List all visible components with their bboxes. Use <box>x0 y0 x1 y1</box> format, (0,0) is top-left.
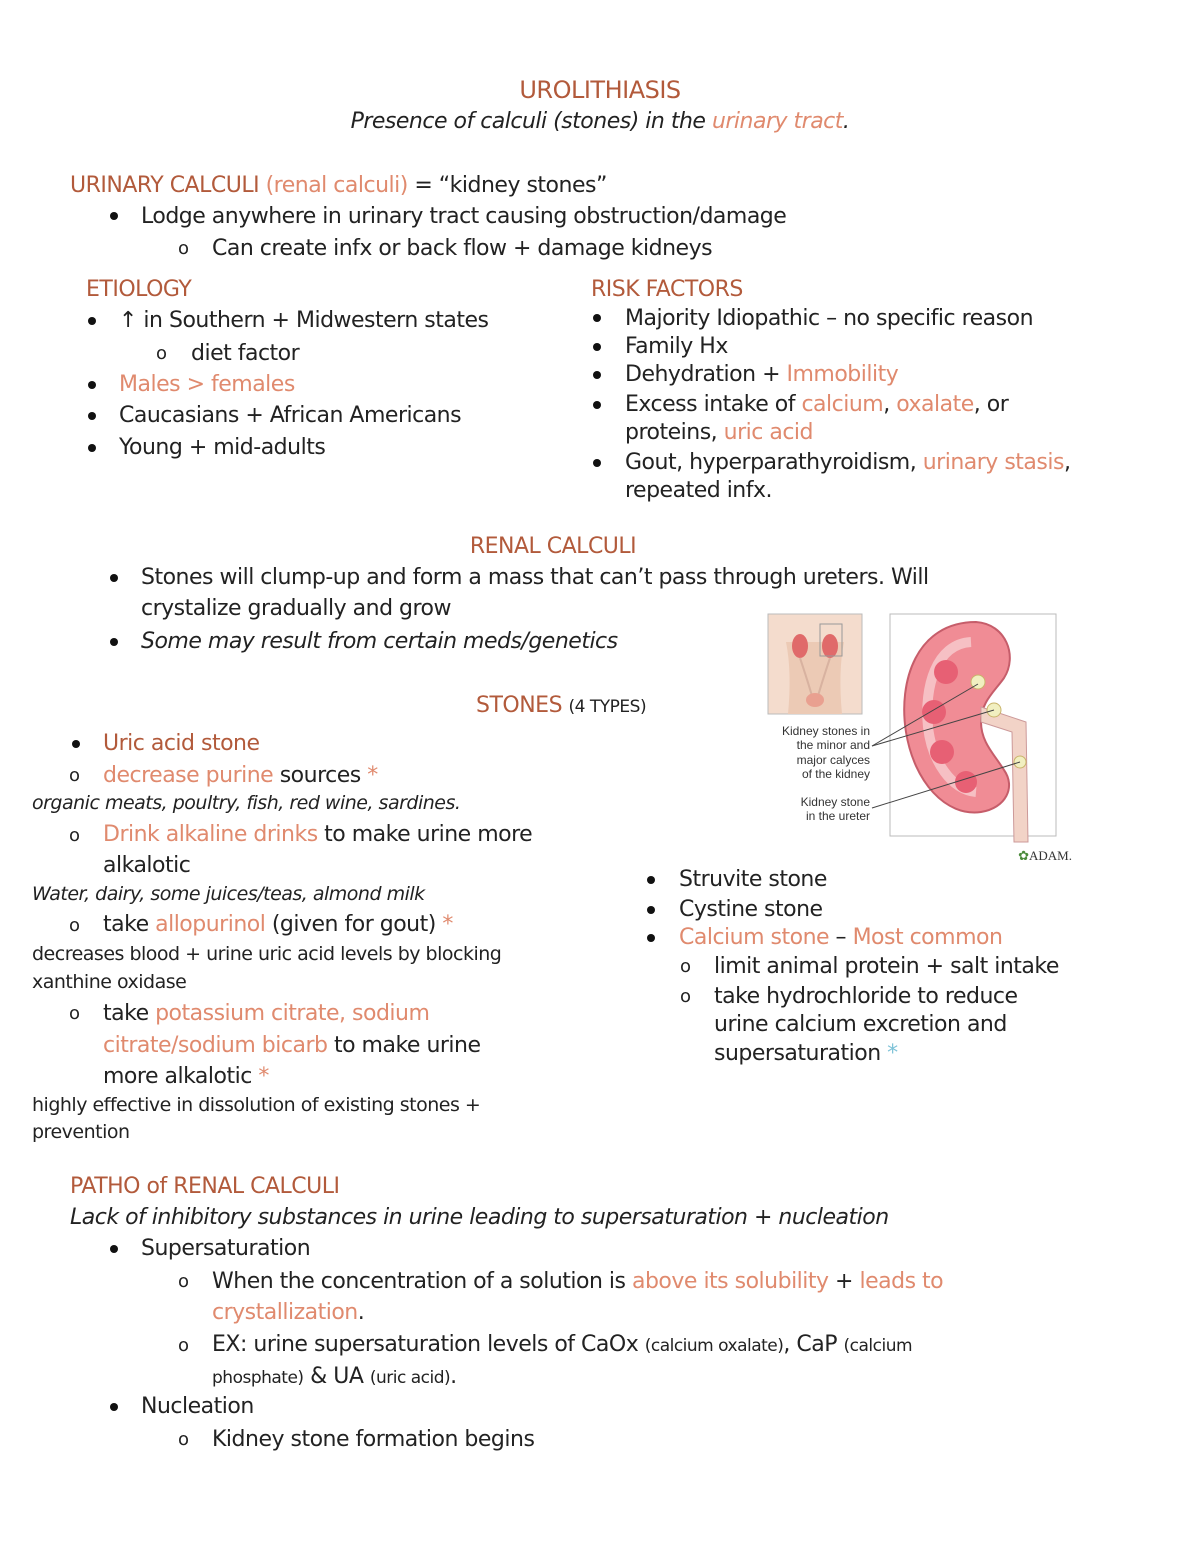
patho-item-1: Supersaturation <box>141 1236 311 1261</box>
uric-4-f: * <box>258 1064 269 1089</box>
circle-bullet: o <box>178 238 189 259</box>
patho-2-h: . <box>450 1364 457 1389</box>
risk-5-b: urinary stasis <box>922 450 1064 475</box>
risk-4-c: , <box>883 392 897 417</box>
urinary-calculi-heading <box>70 173 607 198</box>
cystine-stone: Cystine stone <box>679 897 823 922</box>
adam-logo <box>996 848 1072 864</box>
uric-note-1: organic meats, poultry, fish, red wine, sardines. <box>32 792 461 814</box>
stones-heading <box>476 693 646 718</box>
circle-bullet: o <box>680 956 691 977</box>
stones-heading-main: STONES <box>476 693 563 718</box>
etiology-item-4: Young + mid-adults <box>119 435 326 460</box>
patho-sub-2 <box>212 1332 912 1357</box>
risk-4-e: , or <box>973 392 1009 417</box>
caption-ureter <box>766 795 870 824</box>
uric-4-c: citrate/sodium bicarb <box>103 1033 328 1058</box>
bullet <box>72 740 80 748</box>
calcium-2-c: supersaturation <box>714 1041 888 1066</box>
bullet <box>593 459 601 467</box>
patho-2-e: phosphate) <box>212 1368 304 1388</box>
bullet <box>88 412 96 420</box>
risk-item-5 <box>625 450 1070 475</box>
uric-acid-stone: Uric acid stone <box>103 731 260 756</box>
calcium-stone <box>679 925 1002 950</box>
risk-4-g: uric acid <box>723 420 813 445</box>
patho-2-d: (calcium <box>843 1336 913 1356</box>
patho-1-f: . <box>357 1300 365 1325</box>
circle-bullet: o <box>69 765 80 786</box>
uric-sub-1 <box>103 763 378 788</box>
uric-note-3: decreases blood + urine uric acid levels by blocking <box>32 943 502 965</box>
etiology-sub-1: diet factor <box>191 341 300 366</box>
bullet <box>88 381 96 389</box>
patho-2-g: (uric acid) <box>369 1368 451 1388</box>
bullet <box>647 906 655 914</box>
bullet <box>110 1403 118 1411</box>
renal-heading: RENAL CALCULI <box>469 534 637 559</box>
risk-5-a: Gout, hyperparathyroidism, <box>625 450 923 475</box>
uric-4-e: more alkalotic <box>103 1064 259 1089</box>
circle-bullet: o <box>178 1429 189 1450</box>
bullet <box>110 1245 118 1253</box>
calcium-sub-2: take hydrochloride to reduce <box>714 984 1018 1009</box>
uric-sub-4 <box>103 1001 429 1026</box>
bullet <box>593 401 601 409</box>
adam-brand: ADAM. <box>1029 848 1072 863</box>
urinary-sub-1: Can create infx or back flow + damage kidneys <box>212 236 713 261</box>
caption-line: the minor and <box>796 738 870 753</box>
uric-3-a: take <box>103 912 156 937</box>
risk-item-2: Family Hx <box>625 334 728 359</box>
caption-line: of the kidney <box>801 767 870 782</box>
circle-bullet: o <box>178 1271 189 1292</box>
uric-sub-2 <box>103 822 532 847</box>
subtitle-text: Presence of calculi (stones) in the <box>350 109 712 134</box>
caption-line: Kidney stone <box>800 795 870 809</box>
patho-2-b: (calcium oxalate) <box>644 1336 784 1356</box>
urinary-heading-paren: (renal calculi) <box>265 173 408 198</box>
uric-1-a: decrease purine <box>103 763 274 788</box>
risk-3-b: Immobility <box>786 362 899 387</box>
caption-line: in the ureter <box>805 809 870 824</box>
patho-intro: Lack of inhibitory substances in urine leading to supersaturation + nucleation <box>70 1205 889 1230</box>
bullet <box>110 212 118 220</box>
circle-bullet: o <box>156 343 167 364</box>
caption-calyces <box>766 724 870 782</box>
page-subtitle <box>0 109 1200 134</box>
uric-3-b: allopurinol <box>155 912 266 937</box>
circle-bullet: o <box>69 825 80 846</box>
patho-heading: PATHO of RENAL CALCULI <box>70 1174 340 1199</box>
uric-sub-4-cont <box>103 1033 481 1058</box>
uric-note-4-cont: prevention <box>32 1121 130 1143</box>
caption-line: Kidney stones in <box>781 724 870 738</box>
uric-3-d: * <box>442 912 453 937</box>
risk-5-c: , <box>1063 450 1071 475</box>
uric-1-c: * <box>367 763 378 788</box>
bullet <box>88 444 96 452</box>
circle-bullet: o <box>69 915 80 936</box>
caption-line: major calyces <box>796 752 870 767</box>
leaf-icon: ✿ <box>1018 848 1030 863</box>
risk-item-1: Majority Idiopathic – no specific reason <box>625 306 1034 331</box>
etiology-item-2: Males > females <box>119 372 295 397</box>
struvite-stone: Struvite stone <box>679 867 827 892</box>
risk-heading: RISK FACTORS <box>591 277 743 302</box>
bullet <box>593 314 601 322</box>
bullet <box>593 343 601 351</box>
bullet <box>593 371 601 379</box>
patho-1-e: crystallization <box>212 1300 358 1325</box>
subtitle-end: . <box>842 109 850 134</box>
calcium-sub-2-cont: urine calcium excretion and <box>714 1012 1007 1037</box>
patho-1-b: above its solubility <box>631 1269 829 1294</box>
etiology-item-3: Caucasians + African Americans <box>119 403 462 428</box>
patho-2-c: , CaP <box>783 1332 844 1357</box>
bullet <box>647 934 655 942</box>
renal-item-1-cont: crystalize gradually and grow <box>141 596 452 621</box>
uric-note-2: Water, dairy, some juices/teas, almond milk <box>32 883 425 905</box>
page-title: UROLITHIASIS <box>519 76 681 104</box>
uric-note-4: highly effective in dissolution of existing stones + <box>32 1094 481 1116</box>
calcium-b: – <box>829 925 853 950</box>
risk-item-5-cont: repeated infx. <box>625 478 773 503</box>
urinary-bullet-1: Lodge anywhere in urinary tract causing obstruction/damage <box>141 204 787 229</box>
urinary-heading-main: URINARY CALCULI <box>70 173 266 198</box>
patho-2-a: EX: urine supersaturation levels of CaOx <box>212 1332 645 1357</box>
renal-item-1: Stones will clump-up and form a mass that can’t pass through ureters. Will <box>141 565 929 590</box>
patho-1-d: leads to <box>859 1269 944 1294</box>
patho-1-c: + <box>828 1269 860 1294</box>
circle-bullet: o <box>178 1335 189 1356</box>
subtitle-highlight: urinary tract <box>711 109 843 134</box>
calcium-2-d: * <box>887 1041 898 1066</box>
uric-sub-3 <box>103 912 453 937</box>
uric-sub-2-cont: alkalotic <box>103 853 191 878</box>
calcium-sub-2-cont2 <box>714 1041 898 1066</box>
risk-item-4 <box>625 392 1008 417</box>
bullet <box>647 876 655 884</box>
patho-item-2: Nucleation <box>141 1394 254 1419</box>
risk-4-a: Excess intake of <box>625 392 802 417</box>
patho-sub-2-cont <box>212 1364 457 1389</box>
calcium-sub-1: limit animal protein + salt intake <box>714 954 1059 979</box>
stones-heading-sub: (4 TYPES) <box>568 697 647 717</box>
bullet <box>88 317 96 325</box>
uric-4-d: to make urine <box>327 1033 481 1058</box>
patho-1-a: When the concentration of a solution is <box>212 1269 632 1294</box>
bullet <box>110 638 118 646</box>
patho-sub-3: Kidney stone formation begins <box>212 1427 535 1452</box>
urinary-heading-end: = “kidney stones” <box>407 173 607 198</box>
calcium-c: Most common <box>852 925 1003 950</box>
patho-sub-1-cont <box>212 1300 364 1325</box>
risk-4-d: oxalate <box>896 392 974 417</box>
risk-item-4-cont <box>625 420 813 445</box>
uric-4-a: take <box>103 1001 156 1026</box>
etiology-heading: ETIOLOGY <box>86 277 192 302</box>
uric-2-b: to make urine more <box>317 822 533 847</box>
uric-2-a: Drink alkaline drinks <box>103 822 318 847</box>
risk-4-f: proteins, <box>625 420 724 445</box>
risk-4-b: calcium <box>801 392 884 417</box>
calcium-a: Calcium stone <box>679 925 830 950</box>
uric-4-b: potassium citrate, sodium <box>155 1001 430 1026</box>
etiology-item-1: ↑ in Southern + Midwestern states <box>119 308 489 333</box>
bullet <box>110 574 118 582</box>
uric-1-b: sources <box>273 763 368 788</box>
risk-3-a: Dehydration + <box>625 362 787 387</box>
patho-sub-1 <box>212 1269 943 1294</box>
circle-bullet: o <box>680 986 691 1007</box>
kidney-illustration <box>766 612 1076 868</box>
risk-item-3 <box>625 362 898 387</box>
uric-3-c: (given for gout) <box>265 912 443 937</box>
renal-item-2: Some may result from certain meds/genetics <box>141 629 618 654</box>
uric-note-3-cont: xanthine oxidase <box>32 971 187 993</box>
patho-2-f: & UA <box>303 1364 370 1389</box>
circle-bullet: o <box>69 1003 80 1024</box>
uric-sub-4-cont2 <box>103 1064 269 1089</box>
